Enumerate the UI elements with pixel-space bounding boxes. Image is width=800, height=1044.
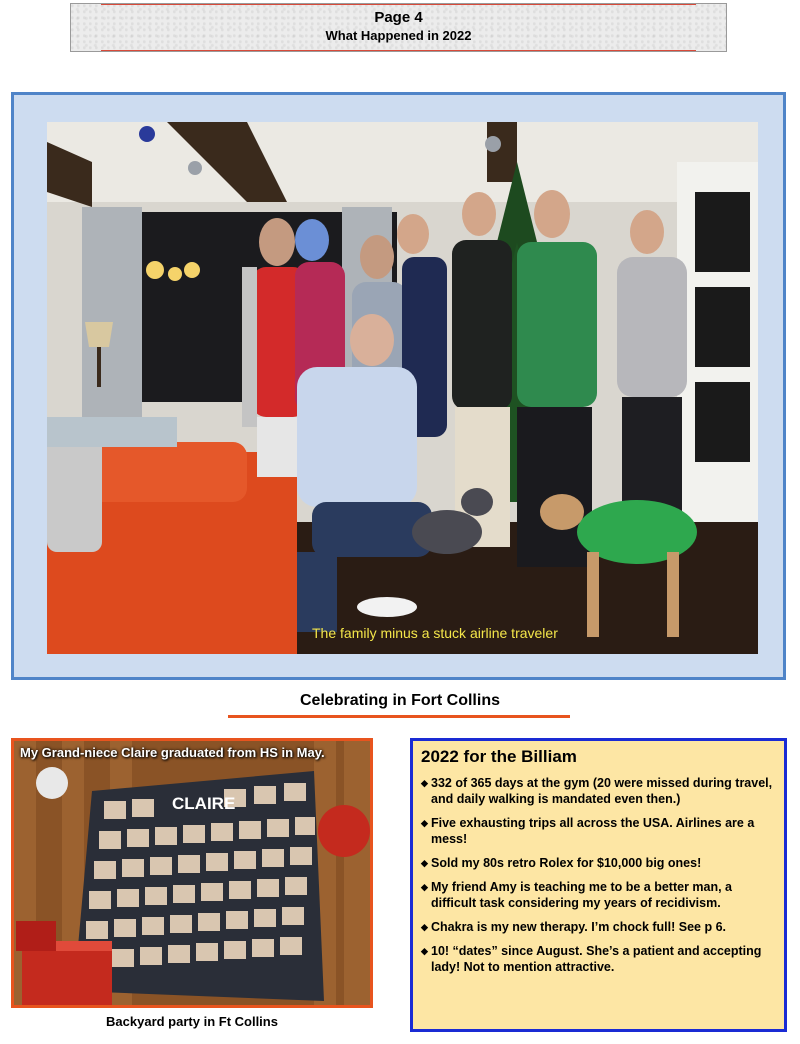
family-photo [47, 122, 758, 654]
page-subtitle: What Happened in 2022 [325, 28, 472, 43]
diamond-bullet-icon: ◆ [421, 882, 428, 892]
year-summary-title: 2022 for the Billiam [421, 747, 577, 766]
diamond-bullet-icon: ◆ [421, 778, 428, 788]
section-title: Celebrating in Fort Collins [299, 692, 500, 709]
diamond-bullet-icon: ◆ [421, 946, 428, 956]
list-item: ◆ Five exhausting trips all across the USA. Airlines are a mess! [421, 816, 755, 846]
family-photo-image [47, 122, 758, 654]
main-photo-frame [11, 92, 786, 680]
list-item: ◆ 332 of 365 days at the gym (20 were missed during travel, and daily walking is mandated even then.) [421, 776, 773, 806]
page-number: Page 4 [374, 9, 423, 26]
list-item: ◆ 10! “dates” since August. She’s a patient and accepting lady! Not to mention attractive. [421, 944, 762, 974]
graduation-photo-image [14, 741, 370, 1005]
section-title-underline [228, 715, 570, 718]
list-item: ◆ My friend Amy is teaching me to be a better man, a difficult task considering my years of recidivism. [421, 880, 733, 910]
year-summary-list [421, 775, 776, 975]
list-item: ◆ Chakra is my new therapy. I’m chock full! See p 6. [421, 920, 727, 934]
page-header [70, 3, 727, 52]
diamond-bullet-icon: ◆ [421, 818, 428, 828]
poster-name: CLAIRE [172, 794, 236, 813]
year-summary-box [410, 738, 787, 1032]
diamond-bullet-icon: ◆ [421, 922, 428, 932]
diamond-bullet-icon: ◆ [421, 858, 428, 868]
family-photo-caption: The family minus a stuck airline traveler [312, 625, 558, 641]
list-item: ◆ Sold my 80s retro Rolex for $10,000 big ones! [421, 856, 702, 870]
graduation-photo [11, 738, 373, 1008]
graduation-photo-subcaption: Backyard party in Ft Collins [106, 1014, 278, 1029]
graduation-photo-caption: My Grand-niece Claire graduated from HS in May. [20, 745, 325, 760]
